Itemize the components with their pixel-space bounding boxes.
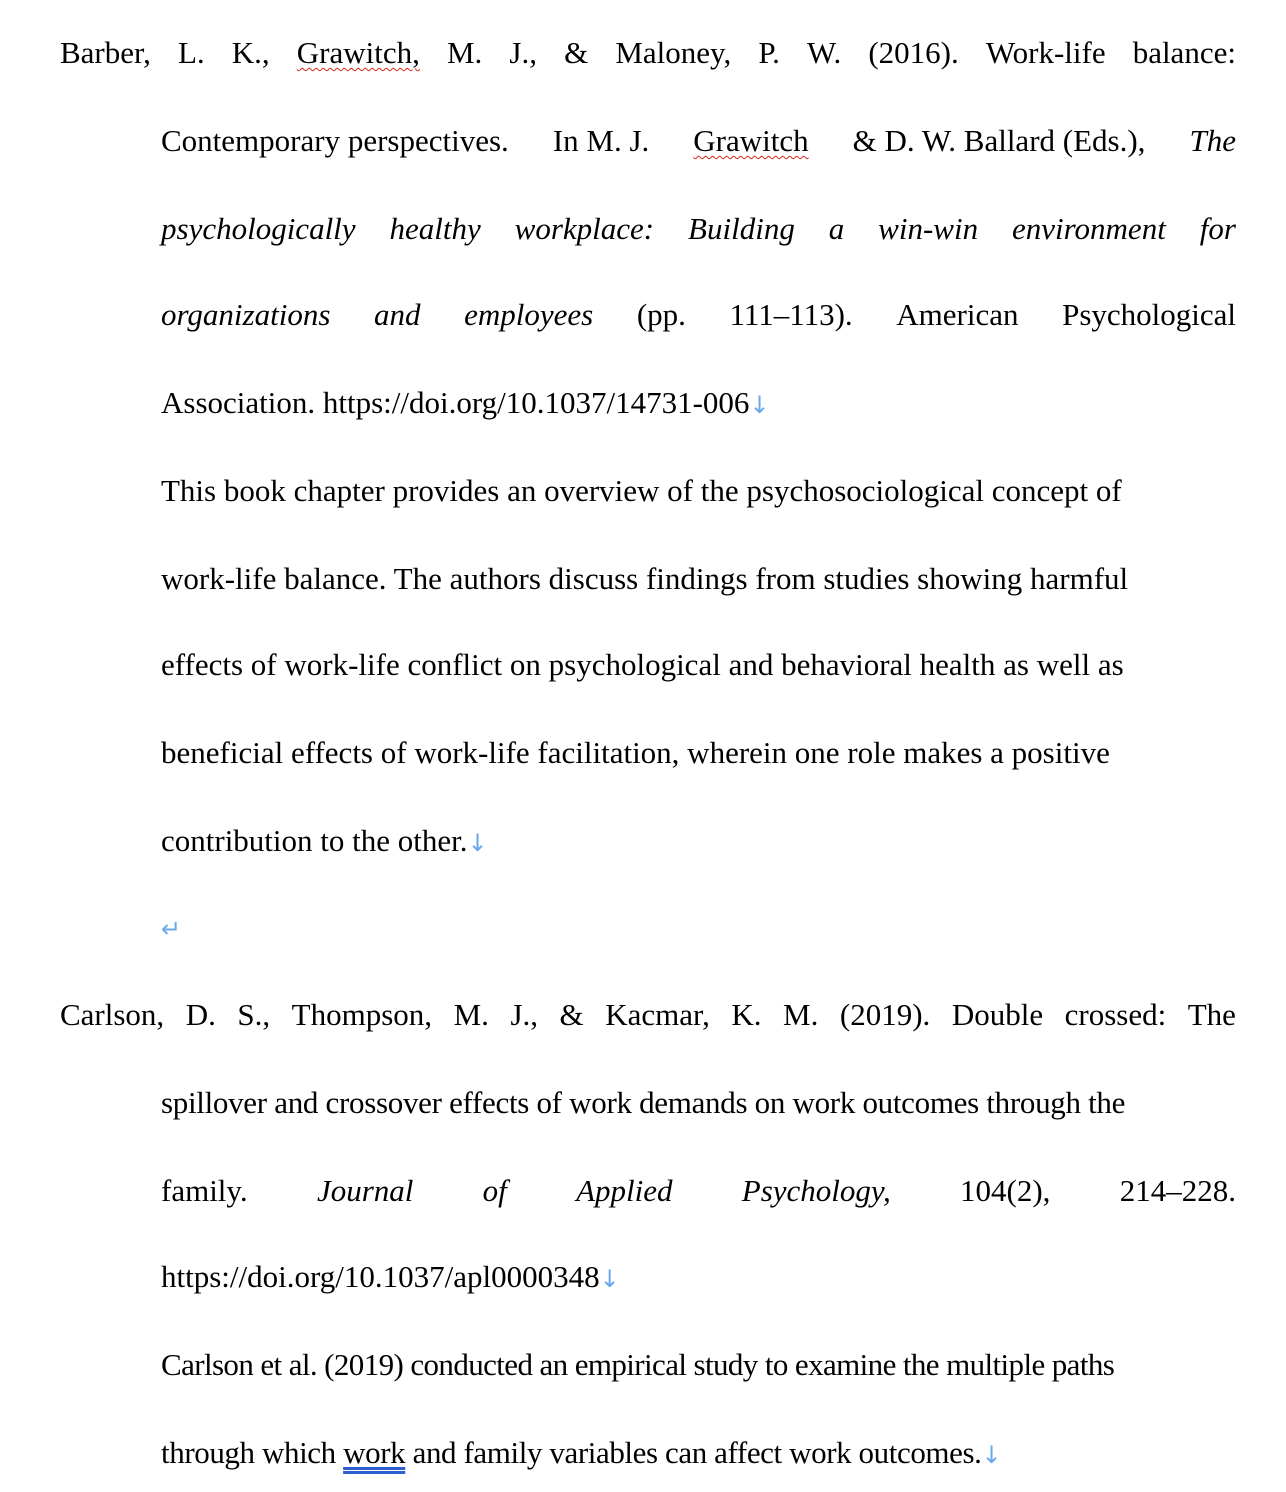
journal-title-italic: Psychology, <box>741 1173 891 1208</box>
annotation-barber-line-3 <box>161 645 1124 685</box>
citation-text: Double <box>951 997 1044 1032</box>
book-title-italic: The <box>1189 123 1236 158</box>
journal-title-italic: of <box>482 1173 507 1208</box>
reference-entry-barber-line-4 <box>161 295 1236 335</box>
citation-text: & <box>559 997 584 1032</box>
citation-text: Work-life <box>985 35 1106 70</box>
book-title-italic: Building <box>688 211 795 246</box>
annotation-text: Carlson et al. (2019) conducted an empirical study to examine the multiple paths <box>161 1347 1115 1382</box>
annotation-text: work-life balance. The authors discuss findings from studies showing harmful <box>161 561 1129 596</box>
line-break-icon: ↓ <box>981 1441 1002 1469</box>
book-title-italic: win-win <box>878 211 979 246</box>
annotation-text: This book chapter provides an overview of the psychosociological concept of <box>161 473 1122 508</box>
reference-entry-carlson-line-4 <box>161 1257 620 1299</box>
citation-text: crossed: <box>1064 997 1167 1032</box>
citation-text: & D. W. Ballard (Eds.), <box>852 123 1146 158</box>
annotation-carlson-line-2 <box>161 1433 1001 1475</box>
journal-title-italic: Journal <box>316 1173 414 1208</box>
volume-issue: 104(2), <box>960 1173 1051 1208</box>
reference-entry-barber-line-1 <box>60 33 1236 73</box>
annotation-carlson-line-1 <box>161 1345 1114 1385</box>
citation-text: W. <box>807 35 842 70</box>
book-title-italic: organizations <box>161 297 331 332</box>
citation-text: & <box>564 35 589 70</box>
citation-text: In M. J. <box>552 123 650 158</box>
annotation-barber-line-2 <box>161 559 1128 599</box>
journal-title-italic: Applied <box>576 1173 673 1208</box>
citation-text: Kacmar, <box>605 997 710 1032</box>
annotation-text: through which <box>161 1435 344 1470</box>
reference-entry-barber-line-2 <box>161 121 1236 161</box>
grammar-flagged-word[interactable]: work <box>343 1435 406 1470</box>
publisher: Psychological <box>1062 297 1236 332</box>
annotation-barber-line-4 <box>161 733 1110 773</box>
annotation-text: and family variables can affect work outcomes. <box>405 1435 982 1470</box>
citation-text: M. <box>446 35 483 70</box>
page-range: 214–228. <box>1119 1173 1236 1208</box>
citation-text: spillover and crossover effects of work demands on work outcomes through the <box>161 1085 1126 1120</box>
spelling-flagged-word[interactable]: Grawitch, <box>296 35 420 70</box>
citation-text: Maloney, <box>615 35 732 70</box>
doi-link[interactable]: https://doi.org/10.1037/apl0000348 <box>161 1259 600 1294</box>
citation-text: D. <box>185 997 216 1032</box>
line-break-icon: ↓ <box>467 829 488 857</box>
citation-text: (pp. <box>636 297 686 332</box>
citation-text: M. <box>453 997 489 1032</box>
citation-text: M. <box>783 997 819 1032</box>
empty-paragraph <box>161 907 181 949</box>
citation-text: balance: <box>1132 35 1236 70</box>
reference-entry-carlson-line-3 <box>161 1171 1236 1211</box>
annotation-text: effects of work-life conflict on psychological and behavioral health as well as <box>161 647 1124 682</box>
book-title-italic: workplace: <box>514 211 655 246</box>
book-title-italic: for <box>1199 211 1236 246</box>
book-title-italic: employees <box>464 297 594 332</box>
citation-text: Barber, <box>60 35 151 70</box>
doi-link[interactable]: Association. https://doi.org/10.1037/14731-006 <box>161 385 750 420</box>
citation-text: L. <box>177 35 205 70</box>
reference-entry-carlson-line-2 <box>161 1083 1236 1123</box>
citation-text: J., <box>510 997 539 1032</box>
book-title-italic: a <box>828 211 845 246</box>
citation-text: J., <box>509 35 537 70</box>
book-title-italic: environment <box>1012 211 1166 246</box>
citation-text: (2019). <box>839 997 931 1032</box>
spelling-flagged-word[interactable]: Grawitch <box>693 123 809 158</box>
citation-text: family. <box>161 1173 248 1208</box>
annotation-barber-line-5 <box>161 821 488 863</box>
citation-text: Contemporary perspectives. <box>161 123 509 158</box>
line-break-icon: ↓ <box>749 391 770 419</box>
line-break-icon: ↓ <box>599 1265 620 1293</box>
book-title-italic: psychologically <box>161 211 356 246</box>
annotation-text: beneficial effects of work-life facilitation, wherein one role makes a positive <box>161 735 1110 770</box>
book-title-italic: and <box>374 297 421 332</box>
citation-text: Carlson, <box>60 997 165 1032</box>
publisher: American <box>896 297 1019 332</box>
citation-text: K., <box>231 35 270 70</box>
paragraph-mark-icon: ↵ <box>161 915 182 943</box>
page-range: 111–113). <box>729 297 853 332</box>
citation-text: K. <box>731 997 762 1032</box>
reference-entry-carlson-line-1 <box>60 995 1236 1035</box>
book-title-italic: healthy <box>389 211 481 246</box>
citation-text: S., <box>237 997 271 1032</box>
annotation-barber-line-1 <box>161 471 1122 511</box>
reference-entry-barber-line-3 <box>161 209 1236 249</box>
annotation-text: contribution to the other. <box>161 823 468 858</box>
citation-text: Thompson, <box>291 997 433 1032</box>
citation-text: (2016). <box>868 35 959 70</box>
citation-text: The <box>1187 997 1236 1032</box>
citation-text: P. <box>758 35 780 70</box>
reference-entry-barber-line-5 <box>161 383 770 425</box>
